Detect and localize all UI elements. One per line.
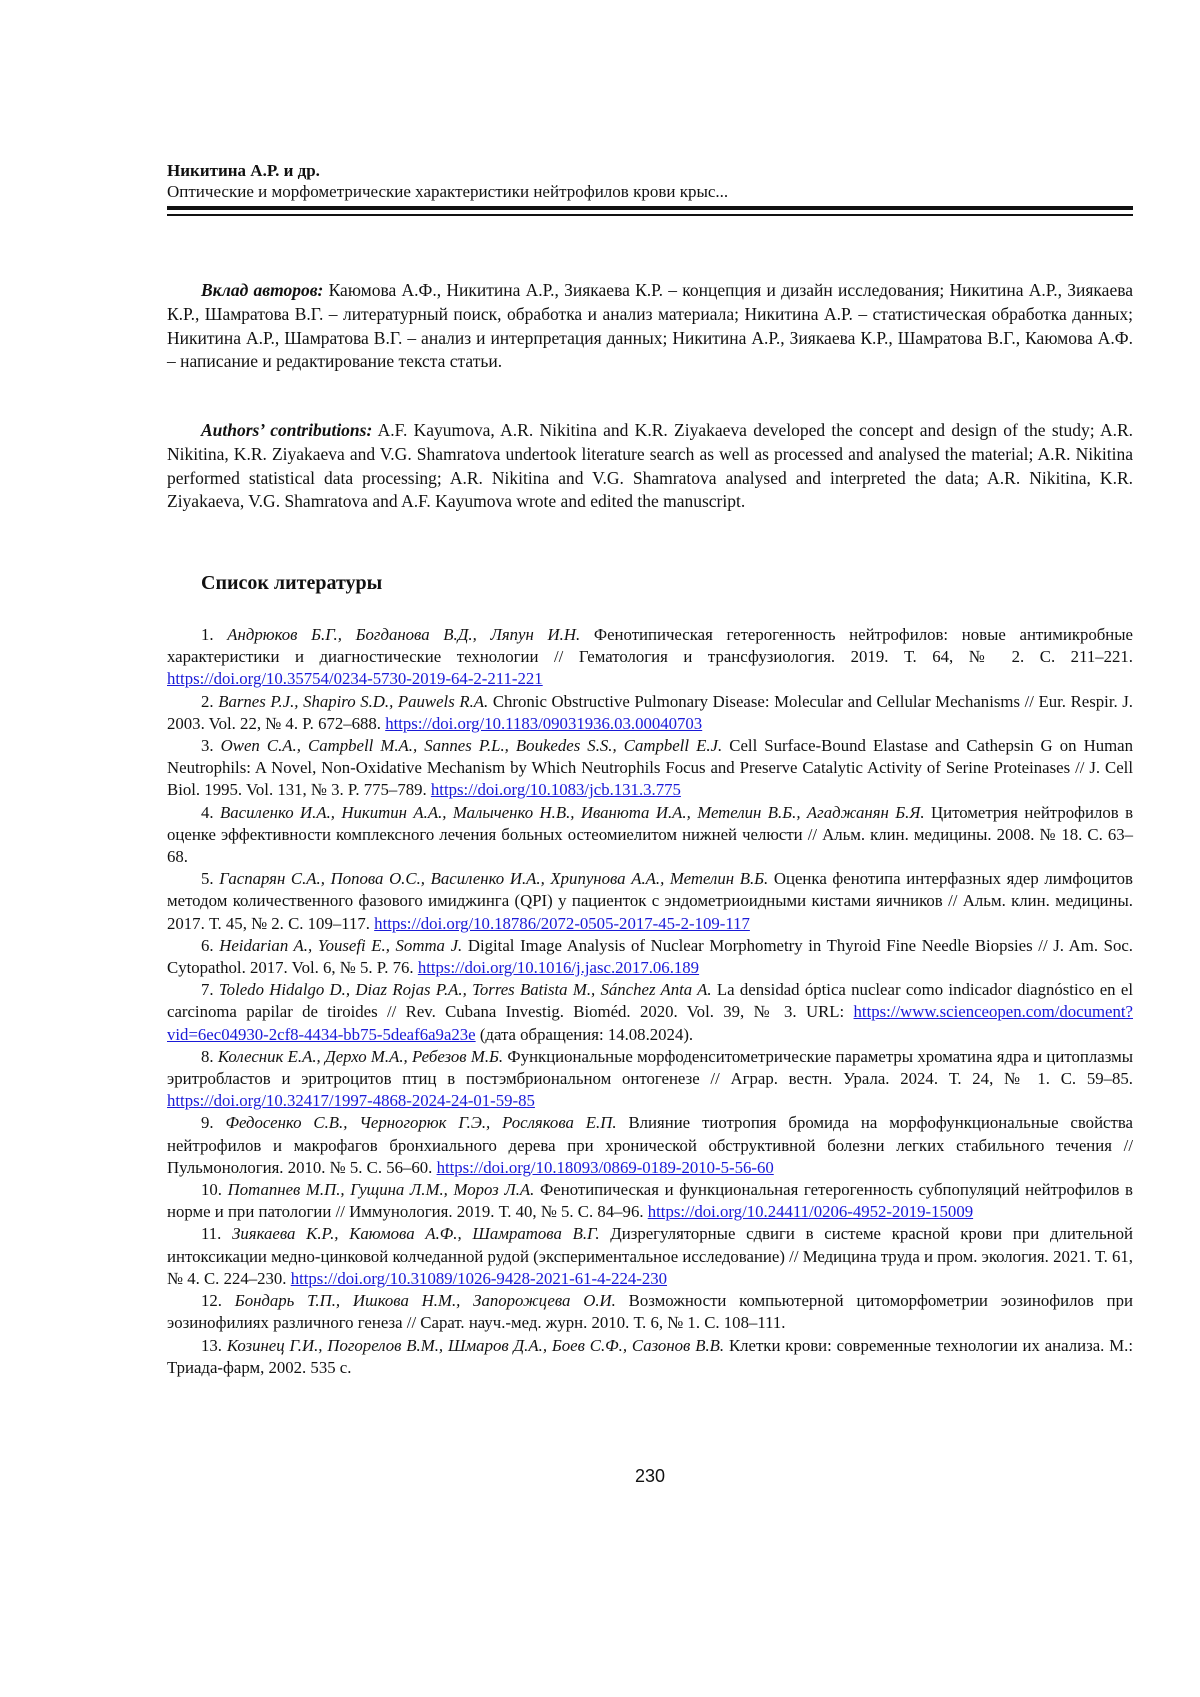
reference-text: Цитометрия нейтрофилов в оценке эффективности комплексного лечения больных остеомиелитом нижней челюсти // Альм. клин. медицины. 2008. № 18. С. 63–68. xyxy=(167,803,1133,866)
reference-number: 6. xyxy=(201,936,214,955)
reference-doi-link[interactable]: https://doi.org/10.31089/1026-9428-2021-61-4-224-230 xyxy=(291,1269,667,1288)
reference-number: 10. xyxy=(201,1180,222,1199)
authors-contribution-en xyxy=(167,419,1133,514)
reference-text: La densidad óptica nuclear como indicador diagnóstico en el carcinoma papilar de tiroides // Rev. Cubana Investig. Bioméd. 2020. Vol. 39, № 3. URL: xyxy=(167,980,1133,1021)
reference-doi-link[interactable]: https://doi.org/10.1016/j.jasc.2017.06.189 xyxy=(418,958,699,977)
reference-item xyxy=(167,691,1133,735)
reference-text: Оценка фенотипа интерфазных ядер лимфоцитов методом количественного фазового имиджинга (QPI) у пациенток с эндометриоидными кистами яичников // Альм. клин. медицины. 2017. Т. 45, № 2. С. 109–117. xyxy=(167,869,1133,932)
reference-item xyxy=(167,935,1133,979)
reference-authors: Owen C.A., Campbell M.A., Sannes P.L., Boukedes S.S., Campbell E.J. xyxy=(221,736,723,755)
reference-text: Влияние тиотропия бромида на морфофункциональные свойства нейтрофилов и макрофагов бронхиального дерева при хронической обструктивной болезни легких стабильного течения // Пульмонология. 2010. № 5. С. 56–60. xyxy=(167,1113,1133,1176)
reference-authors: Колесник Е.А., Дерхо М.А., Ребезов М.Б. xyxy=(218,1047,503,1066)
contribution-text-en: A.F. Kayumova, A.R. Nikitina and K.R. Ziyakaeva developed the concept and design of the study; A.R. Nikitina, K.R. Ziyakaeva and V.G. Shamratova undertook literature search as well as processed and analysed the material; A.R. Nikitina performed statistical data processing; A.R. Nikitina and V.G. Shamratova analysed and interpreted the data; A.R. Nikitina, K.R. Ziyakaeva, V.G. Shamratova and A.F. Kayumova wrote and edited the manuscript. xyxy=(167,420,1133,511)
reference-authors: Андрюков Б.Г., Богданова В.Д., Ляпун И.Н. xyxy=(227,625,580,644)
reference-doi-link[interactable]: https://doi.org/10.1183/09031936.03.00040703 xyxy=(385,714,702,733)
reference-text: Возможности компьютерной цитоморфометрии эозинофилов при эозинофилиях различного генеза // Сарат. науч.-мед. журн. 2010. Т. 6, № 1. С. 108–111. xyxy=(167,1291,1133,1332)
authors-contribution-ru xyxy=(167,279,1133,374)
contribution-label-ru: Вклад авторов: xyxy=(201,280,323,300)
reference-authors: Barnes P.J., Shapiro S.D., Pauwels R.A. xyxy=(218,692,488,711)
reference-authors: Бондарь Т.П., Ишкова Н.М., Запорожцева О.И. xyxy=(235,1291,616,1310)
reference-number: 3. xyxy=(201,736,214,755)
reference-number: 11. xyxy=(201,1224,221,1243)
reference-list xyxy=(167,624,1133,1379)
running-head-authors: Никитина А.Р. и др. xyxy=(167,160,1133,181)
reference-text: Фенотипическая и функциональная гетерогенность субпопуляций нейтрофилов в норме и при патологии // Иммунология. 2019. Т. 40, № 5. С. 84–96. xyxy=(167,1180,1133,1221)
reference-text: Chronic Obstructive Pulmonary Disease: Molecular and Cellular Mechanisms // Eur. Respir. J. 2003. Vol. 22, № 4. P. 672–688. xyxy=(167,692,1133,733)
reference-number: 5. xyxy=(201,869,214,888)
reference-item xyxy=(167,802,1133,869)
reference-authors: Козинец Г.И., Погорелов В.М., Шмаров Д.А., Боев С.Ф., Сазонов В.В. xyxy=(227,1336,724,1355)
reference-authors: Heidarian A., Yousefi E., Somma J. xyxy=(219,936,462,955)
reference-item xyxy=(167,1112,1133,1179)
reference-item xyxy=(167,735,1133,802)
reference-number: 7. xyxy=(201,980,214,999)
reference-text: Функциональные морфоденситометрические параметры хроматина ядра и цитоплазмы эритробластов и эритроцитов птиц в постэмбриональном онтогенезе // Аграр. вестн. Урала. 2024. Т. 24, № 1. С. 59–85. xyxy=(167,1047,1133,1088)
reference-doi-link[interactable]: https://doi.org/10.24411/0206-4952-2019-15009 xyxy=(648,1202,973,1221)
page-number: 230 xyxy=(167,1465,1133,1487)
reference-text: Клетки крови: современные технологии их анализа. М.: Триада-фарм, 2002. 535 с. xyxy=(167,1336,1133,1377)
reference-item xyxy=(167,624,1133,691)
reference-text: Cell Surface-Bound Elastase and Cathepsin G on Human Neutrophils: A Novel, Non-Oxidative Mechanism by Which Neutrophils Focus and Preserve Catalytic Activity of Serine Proteinases // J. Cell Biol. 1995. Vol. 131, № 3. P. 775–789. xyxy=(167,736,1133,799)
reference-item xyxy=(167,1179,1133,1223)
reference-doi-link[interactable]: https://doi.org/10.18786/2072-0505-2017-45-2-109-117 xyxy=(374,914,750,933)
reference-authors: Toledo Hidalgo D., Diaz Rojas P.A., Torres Batista M., Sánchez Anta A. xyxy=(219,980,712,999)
header-rule-thick xyxy=(167,206,1133,210)
reference-item xyxy=(167,979,1133,1046)
reference-item xyxy=(167,1290,1133,1334)
reference-item xyxy=(167,1335,1133,1379)
reference-number: 13. xyxy=(201,1336,222,1355)
reference-number: 9. xyxy=(201,1113,214,1132)
header-rule-thin xyxy=(167,214,1133,216)
reference-number: 4. xyxy=(201,803,214,822)
reference-doi-link[interactable]: https://www.scienceopen.com/document?vid=6ec04930-2cf8-4434-bb75-5deaf6a9a23e xyxy=(167,1002,1133,1043)
reference-doi-link[interactable]: https://doi.org/10.32417/1997-4868-2024-24-01-59-85 xyxy=(167,1091,535,1110)
reference-item xyxy=(167,1046,1133,1113)
reference-authors: Федосенко С.В., Черногорюк Г.Э., Рослякова Е.П. xyxy=(226,1113,617,1132)
running-head-title: Оптические и морфометрические характеристики нейтрофилов крови крыс... xyxy=(167,181,1133,202)
reference-text: Фенотипическая гетерогенность нейтрофилов: новые антимикробные характеристики и диагностические технологии // Гематология и трансфузиология. 2019. Т. 64, № 2. С. 211–221. xyxy=(167,625,1133,666)
contribution-text-ru: Каюмова А.Ф., Никитина А.Р., Зиякаева К.Р. – концепция и дизайн исследования; Никитина А.Р., Зиякаева К.Р., Шамратова В.Г. – литературный поиск, обработка и анализ материала; Никитина А.Р. – статистическая обработка данных; Никитина А.Р., Шамратова В.Г. – анализ и интерпретация данных; Никитина А.Р., Зиякаева К.Р., Шамратова В.Г., Каюмова А.Ф. – написание и редактирование текста статьи. xyxy=(167,280,1133,371)
reference-item xyxy=(167,1223,1133,1290)
reference-number: 12. xyxy=(201,1291,222,1310)
contribution-label-en: Authors’ contributions: xyxy=(201,420,372,440)
reference-authors: Зиякаева К.Р., Каюмова А.Ф., Шамратова В.Г. xyxy=(232,1224,599,1243)
references-heading: Список литературы xyxy=(201,570,382,596)
reference-number: 2. xyxy=(201,692,214,711)
reference-authors: Потапнев М.П., Гущина Л.М., Мороз Л.А. xyxy=(228,1180,535,1199)
reference-authors: Гаспарян С.А., Попова О.С., Василенко И.А., Хрипунова А.А., Метелин В.Б. xyxy=(219,869,768,888)
reference-number: 8. xyxy=(201,1047,214,1066)
journal-page xyxy=(167,0,1133,1697)
running-head xyxy=(167,160,1133,202)
reference-access-date: (дата обращения: 14.08.2024). xyxy=(476,1025,694,1044)
reference-doi-link[interactable]: https://doi.org/10.1083/jcb.131.3.775 xyxy=(431,780,681,799)
reference-item xyxy=(167,868,1133,935)
reference-number: 1. xyxy=(201,625,214,644)
reference-authors: Василенко И.А., Никитин А.А., Малыченко Н.В., Иванюта И.А., Метелин В.Б., Агаджанян Б.Я. xyxy=(220,803,925,822)
reference-text: Дизрегуляторные сдвиги в системе красной крови при длительной интоксикации медно-цинковой колчеданной рудой (экспериментальное исследование) // Медицина труда и пром. экология. 2021. Т. 61, № 4. С. 224–230. xyxy=(167,1224,1133,1287)
reference-doi-link[interactable]: https://doi.org/10.35754/0234-5730-2019-64-2-211-221 xyxy=(167,669,543,688)
reference-text: Digital Image Analysis of Nuclear Morphometry in Thyroid Fine Needle Biopsies // J. Am. Soc. Cytopathol. 2017. Vol. 6, № 5. P. 76. xyxy=(167,936,1133,977)
reference-doi-link[interactable]: https://doi.org/10.18093/0869-0189-2010-5-56-60 xyxy=(437,1158,774,1177)
